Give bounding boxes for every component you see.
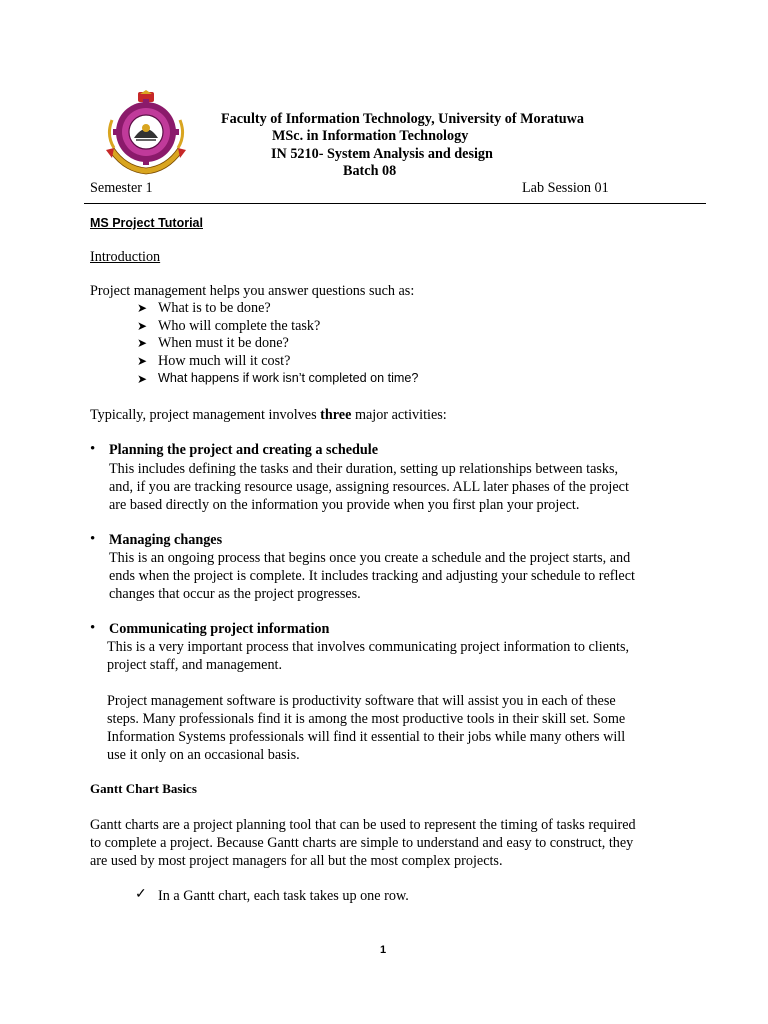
list-item: What is to be done?: [158, 300, 271, 316]
arrowhead-bullet-icon: ➤: [137, 301, 148, 315]
header-faculty: Faculty of Information Technology, University of Moratuwa: [221, 111, 584, 127]
round-bullet-icon: •: [90, 441, 96, 457]
activity-text-line: changes that occur as the project progresses.: [109, 586, 361, 602]
header-rule: [84, 203, 706, 204]
activity-text-line: project staff, and management.: [107, 657, 283, 673]
activity-text-line: This is an ongoing process that begins once you create a schedule and the project starts, and: [109, 550, 631, 566]
round-bullet-icon: •: [90, 531, 96, 547]
gantt-text-line: to complete a project. Because Gantt charts are simple to understand and easy to construct, they: [90, 835, 634, 851]
software-text-line: use it only on an occasional basis.: [107, 747, 300, 763]
section-heading-gantt: Gantt Chart Basics: [90, 781, 197, 796]
activity-text-line: and, if you are tracking resource usage, assigning resources. ALL later phases of the project: [109, 479, 629, 495]
arrowhead-bullet-icon: ➤: [137, 372, 148, 386]
page-number: 1: [380, 944, 387, 956]
round-bullet-icon: •: [90, 620, 96, 636]
gantt-text-line: are used by most project managers for all but the most complex projects.: [90, 853, 503, 869]
list-item: What happens if work isn’t completed on time?: [158, 371, 419, 385]
typically-bold: three: [320, 407, 352, 423]
typically-sentence: [90, 407, 447, 424]
checklist-item: In a Gantt chart, each task takes up one row.: [158, 888, 409, 904]
software-text-line: Information Systems professionals will find it essential to their jobs while many others will: [107, 729, 626, 745]
section-heading-introduction: Introduction: [90, 249, 161, 265]
activity-title: Communicating project information: [109, 621, 330, 637]
software-text-line: Project management software is productivity software that will assist you in each of these: [107, 693, 616, 709]
typically-post: major activities:: [351, 407, 447, 423]
gantt-text-line: Gantt charts are a project planning tool that can be used to represent the timing of tasks required: [90, 817, 636, 833]
activity-title: Managing changes: [109, 532, 223, 548]
typically-pre: Typically, project management involves: [90, 407, 321, 423]
activity-text-line: This is a very important process that involves communicating project information to clients,: [107, 639, 630, 655]
activity-text-line: ends when the project is complete. It includes tracking and adjusting your schedule to reflect: [109, 568, 635, 584]
intro-lead: Project management helps you answer questions such as:: [90, 283, 415, 299]
list-item: When must it be done?: [158, 335, 289, 351]
checkmark-icon: ✓: [135, 887, 147, 902]
header-lab-session: Lab Session 01: [522, 180, 609, 196]
arrowhead-bullet-icon: ➤: [137, 336, 148, 350]
arrowhead-bullet-icon: ➤: [137, 319, 148, 333]
activity-text-line: are based directly on the information you provide when you first plan your project.: [109, 497, 580, 513]
header-semester: Semester 1: [90, 180, 153, 196]
list-item: How much will it cost?: [158, 353, 291, 369]
arrowhead-bullet-icon: ➤: [137, 354, 148, 368]
header-module: IN 5210- System Analysis and design: [271, 146, 493, 162]
activity-text-line: This includes defining the tasks and their duration, setting up relationships between tasks,: [109, 461, 619, 477]
page-title: MS Project Tutorial: [90, 216, 203, 230]
university-crest-logo: [104, 90, 188, 180]
list-item: Who will complete the task?: [158, 318, 321, 334]
activity-title: Planning the project and creating a schedule: [109, 442, 379, 458]
software-text-line: steps. Many professionals find it is among the most productive tools in their skill set. Some: [107, 711, 626, 727]
header-programme: MSc. in Information Technology: [272, 128, 469, 144]
header-batch: Batch 08: [343, 163, 397, 179]
